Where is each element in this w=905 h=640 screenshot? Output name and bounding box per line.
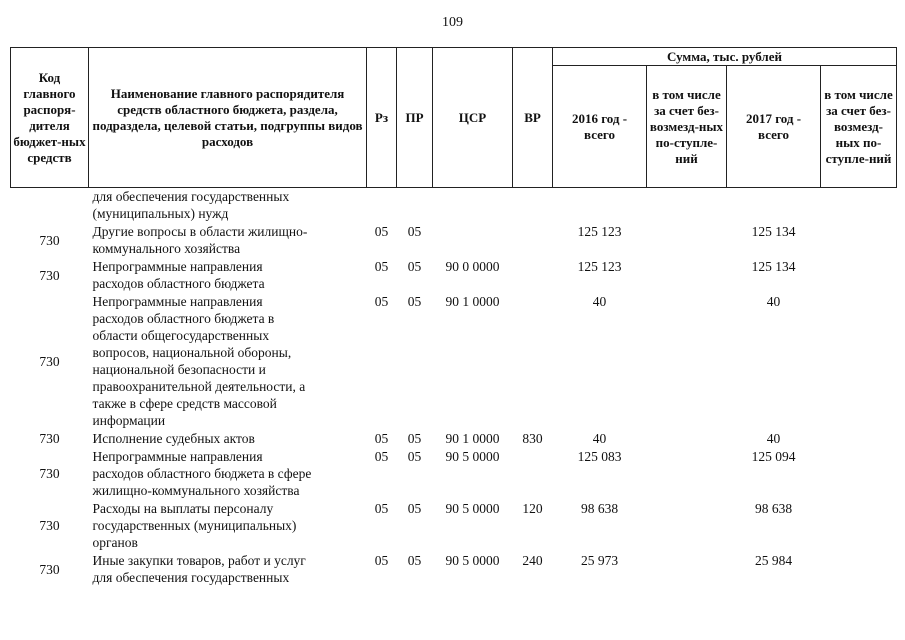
header-sum-group: Сумма, тыс. рублей <box>553 48 897 66</box>
row-2017-grants <box>821 223 897 258</box>
row-pr: 05 <box>407 553 422 568</box>
row-2017-total: 25 984 <box>754 553 793 568</box>
row-2016-grants <box>647 500 727 552</box>
row-name: Непрограммные направления расходов областного бюджета в области общегосударственных вопросов, национальной обороны, национальной безопасности и правоохранительной деятельности, а также в сфере средств массовой информации <box>92 294 306 428</box>
row-name: Непрограммные направления расходов областного бюджета в сфере жилищно-коммунального хозяйства <box>92 449 312 498</box>
row-2017-grants <box>821 552 897 587</box>
row-vr <box>513 258 553 293</box>
row-rz: 05 <box>374 259 389 274</box>
row-2016-grants <box>647 188 727 224</box>
row-csr: 90 5 0000 <box>445 501 500 516</box>
row-csr: 90 5 0000 <box>445 553 500 568</box>
table-row <box>11 223 897 258</box>
row-code: 730 <box>39 466 60 481</box>
row-code: 730 <box>39 431 60 446</box>
header-rz: Рз <box>367 48 397 188</box>
row-name: Другие вопросы в области жилищно- коммунального хозяйства <box>92 224 308 256</box>
row-rz <box>367 188 397 224</box>
row-2016-grants <box>647 223 727 258</box>
header-pr: ПР <box>397 48 433 188</box>
table-row <box>11 448 897 500</box>
row-2016-grants <box>647 552 727 587</box>
row-2017-grants <box>821 258 897 293</box>
row-csr <box>433 188 513 224</box>
row-2016-total: 125 083 <box>577 449 622 464</box>
row-2017-total: 125 134 <box>751 224 796 239</box>
row-code: 730 <box>39 561 60 577</box>
row-2016-total: 125 123 <box>577 259 622 274</box>
row-csr: 90 5 0000 <box>445 449 500 464</box>
row-pr: 05 <box>407 501 422 516</box>
row-2016-grants <box>647 430 727 448</box>
table-row <box>11 500 897 552</box>
row-2017-grants <box>821 500 897 552</box>
row-2016-grants <box>647 258 727 293</box>
page-number: 109 <box>442 15 463 30</box>
row-name: Расходы на выплаты персоналу государственных (муниципальных) органов <box>92 501 297 550</box>
row-code <box>11 188 89 224</box>
row-2016-grants <box>647 448 727 500</box>
row-name: Непрограммные направления расходов областного бюджета <box>92 259 265 291</box>
row-2017-grants <box>821 188 897 224</box>
row-rz: 05 <box>374 553 389 568</box>
row-rz: 05 <box>374 224 389 239</box>
table-row <box>11 258 897 293</box>
table-row <box>11 293 897 430</box>
header-code: Код главного распоря-дителя бюджет-ных средств <box>11 48 89 188</box>
row-2017-grants <box>821 430 897 448</box>
row-name: Исполнение судебных актов <box>92 431 255 446</box>
row-pr: 05 <box>407 431 422 446</box>
row-rz: 05 <box>374 501 389 516</box>
row-name: для обеспечения государственных (муниципальных) нужд <box>92 189 290 221</box>
row-2016-total <box>553 188 647 224</box>
row-code: 730 <box>39 232 60 248</box>
row-pr: 05 <box>407 224 422 239</box>
row-2016-total: 40 <box>592 431 607 446</box>
row-2017-total: 40 <box>766 431 781 446</box>
table-row <box>11 188 897 224</box>
header-name: Наименование главного распорядителя средств областного бюджета, раздела, подраздела, целевой статьи, подгруппы видов расходов <box>89 48 367 188</box>
row-code: 730 <box>39 353 60 369</box>
row-csr <box>433 223 513 258</box>
header-2016-grants: в том числе за счет без-возмезд-ных по-ступле-ний <box>647 66 727 188</box>
row-csr: 90 0 0000 <box>445 259 500 274</box>
header-csr: ЦСР <box>433 48 513 188</box>
row-vr <box>513 188 553 224</box>
row-2017-grants <box>821 293 897 430</box>
row-vr <box>513 293 553 430</box>
row-vr: 830 <box>522 431 543 446</box>
row-2017-total: 98 638 <box>754 501 793 516</box>
row-code: 730 <box>39 518 60 533</box>
row-code: 730 <box>39 267 60 283</box>
row-pr: 05 <box>407 259 422 274</box>
row-2017-total <box>727 188 821 224</box>
row-csr: 90 1 0000 <box>445 294 500 309</box>
row-2016-total: 25 973 <box>580 553 619 568</box>
row-rz: 05 <box>374 294 389 309</box>
row-2016-total: 125 123 <box>577 224 622 239</box>
row-pr: 05 <box>407 449 422 464</box>
budget-table <box>10 47 897 587</box>
row-rz: 05 <box>374 449 389 464</box>
row-2016-total: 98 638 <box>580 501 619 516</box>
table-row <box>11 552 897 587</box>
row-name: Иные закупки товаров, работ и услуг для обеспечения государственных <box>92 553 306 585</box>
header-2016-total: 2016 год - всего <box>553 66 647 188</box>
row-2016-total: 40 <box>592 294 607 309</box>
header-2017-total: 2017 год - всего <box>727 66 821 188</box>
table-body <box>11 188 897 588</box>
row-2017-total: 125 134 <box>751 259 796 274</box>
row-2017-total: 125 094 <box>751 449 796 464</box>
header-vr: ВР <box>513 48 553 188</box>
header-2017-grants: в том числе за счет без-возмезд-ных по-ступле-ний <box>821 66 897 188</box>
row-vr: 240 <box>522 553 543 568</box>
row-2017-grants <box>821 448 897 500</box>
row-2017-total: 40 <box>766 294 781 309</box>
row-vr <box>513 223 553 258</box>
row-rz: 05 <box>374 431 389 446</box>
row-vr: 120 <box>522 501 543 516</box>
row-vr <box>513 448 553 500</box>
row-pr <box>397 188 433 224</box>
table-header <box>11 48 897 188</box>
row-pr: 05 <box>407 294 422 309</box>
table-row <box>11 430 897 448</box>
row-2016-grants <box>647 293 727 430</box>
row-csr: 90 1 0000 <box>445 431 500 446</box>
